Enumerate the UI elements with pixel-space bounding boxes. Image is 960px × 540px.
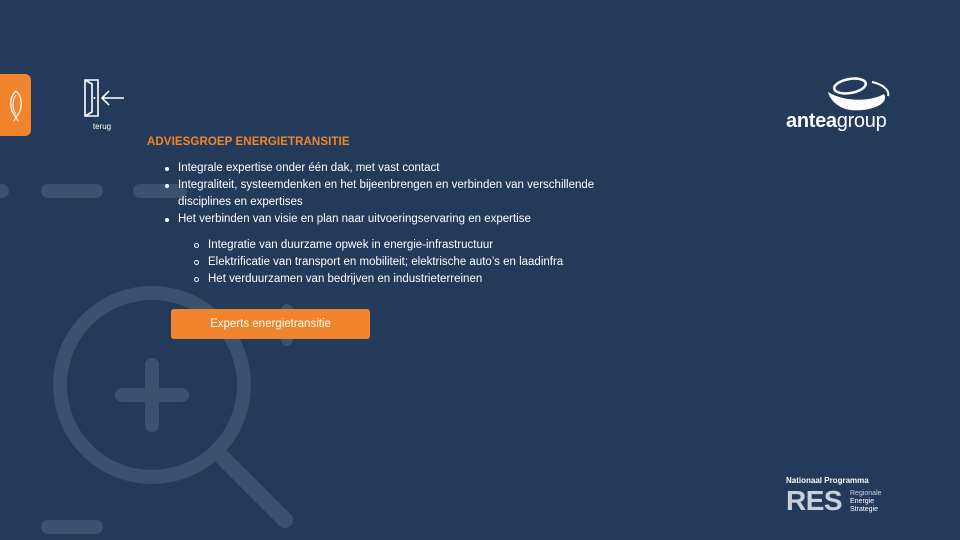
list-item: Het verbinden van visie en plan naar uitvoeringservaring en expertise — [147, 211, 627, 228]
list-item: Integraliteit, systeemdenken en het bijeenbrengen en verbinden van verschillende disciplines en expertises — [147, 177, 627, 211]
sub-list-item: Elektrificatie van transport en mobiliteit; elektrische auto’s en laadinfra — [147, 254, 627, 271]
res-line-3: Strategie — [850, 506, 879, 513]
res-line-1: Regionale — [850, 490, 882, 497]
logo-suffix: group — [836, 110, 887, 132]
side-menu-tab[interactable] — [0, 74, 31, 136]
experts-energietransitie-button[interactable]: Experts energietransitie — [171, 309, 370, 339]
res-line-2: Energie — [850, 498, 875, 505]
res-subtitle — [850, 490, 882, 514]
sub-list-item: Integratie van duurzame opwek in energie-infrastructuur — [147, 237, 627, 254]
back-label: terug — [92, 122, 112, 131]
exit-door-arrow-icon — [82, 78, 124, 118]
res-title: Nationaal Programma — [786, 476, 869, 485]
section-heading: ADVIESGROEP ENERGIETRANSITIE — [147, 136, 350, 148]
antea-group-logo — [784, 74, 896, 134]
res-acronym: RES — [786, 485, 843, 516]
back-button[interactable] — [78, 78, 126, 132]
bullet-list — [147, 160, 627, 228]
res-programme-logo — [786, 476, 896, 520]
sub-bullet-list — [147, 237, 627, 288]
logo-prefix: antea — [786, 110, 837, 132]
onion-logo-icon — [5, 88, 27, 122]
antea-swirl-logo-icon — [784, 74, 896, 114]
expertise-section — [147, 136, 627, 288]
sub-list-item: Het verduurzamen van bedrijven en industrieterreinen — [147, 271, 627, 288]
list-item: Integrale expertise onder één dak, met vast contact — [147, 160, 627, 177]
